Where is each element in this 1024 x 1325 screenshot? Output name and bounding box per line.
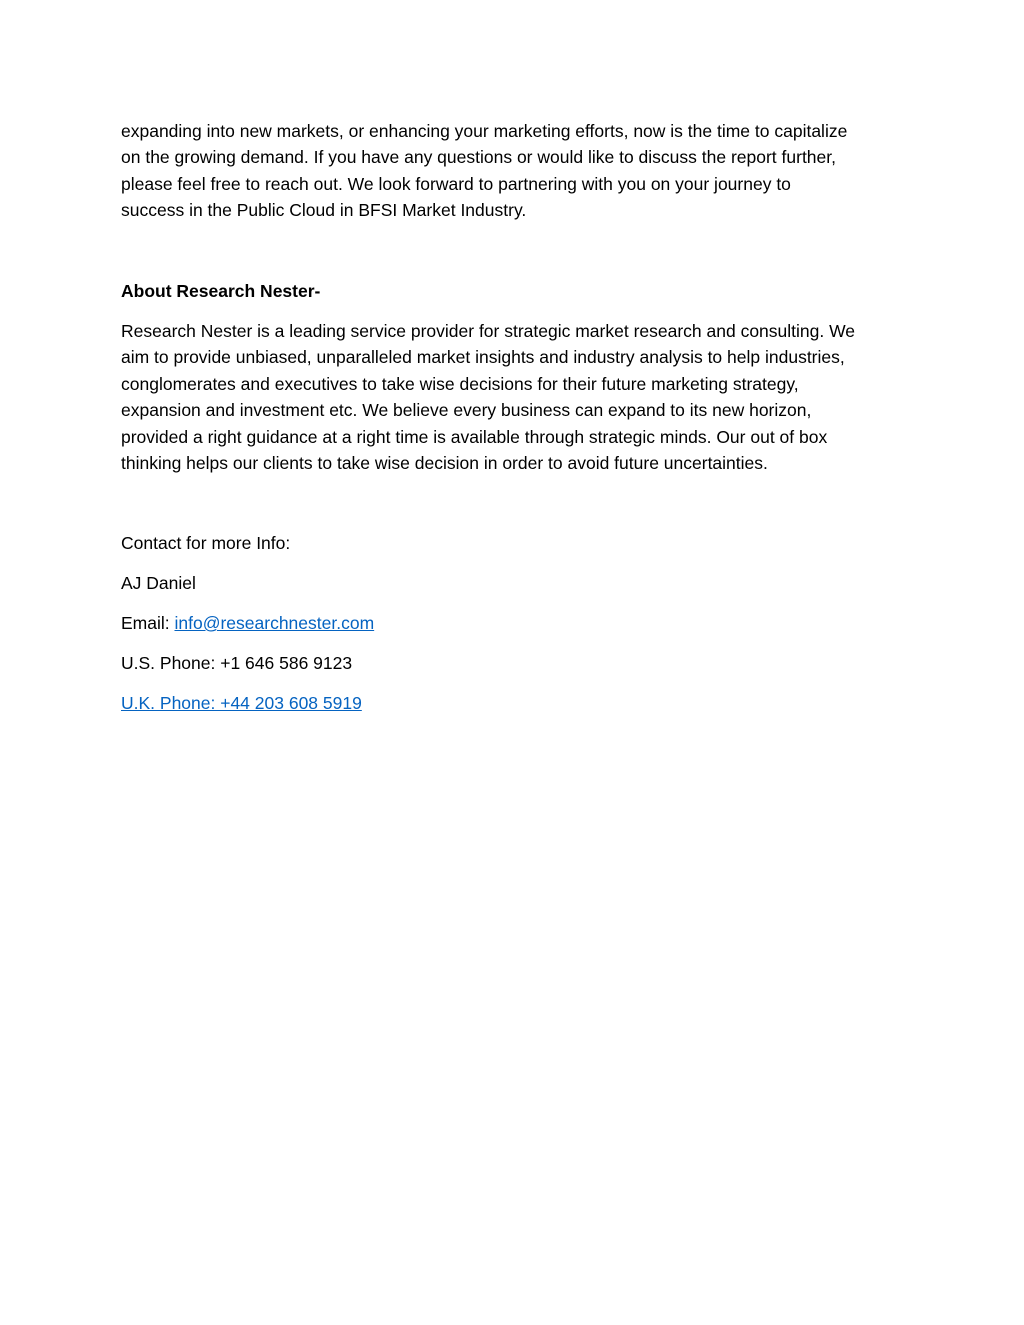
document-page <box>121 118 911 713</box>
about-heading: About Research Nester- <box>121 281 321 301</box>
about-line: provided a right guidance at a right time is available through strategic minds. Our out of box <box>121 426 828 447</box>
about-line: expansion and investment etc. We believe every business can expand to its new horizon, <box>121 400 812 421</box>
about-line: thinking helps our clients to take wise decision in order to avoid future uncertainties. <box>121 453 768 474</box>
about-paragraph <box>121 318 855 476</box>
contact-uk-phone-line <box>121 690 374 716</box>
intro-line: expanding into new markets, or enhancing your marketing efforts, now is the time to capitalize <box>121 121 848 141</box>
email-link[interactable]: info@researchnester.com <box>174 613 375 633</box>
about-line: aim to provide unbiased, unparalleled market insights and industry analysis to help industries, <box>121 347 845 368</box>
uk-phone-link[interactable]: U.K. Phone: +44 203 608 5919 <box>121 693 362 713</box>
intro-line: success in the Public Cloud in BFSI Market Industry. <box>121 200 527 221</box>
intro-line: please feel free to reach out. We look forward to partnering with you on your journey to <box>121 173 791 194</box>
about-line: Research Nester is a leading service provider for strategic market research and consulting. We <box>121 321 856 341</box>
contact-us-phone: U.S. Phone: +1 646 586 9123 <box>121 653 353 673</box>
about-line: conglomerates and executives to take wise decisions for their future marketing strategy, <box>121 373 799 394</box>
intro-line: on the growing demand. If you have any questions or would like to discuss the report further, <box>121 147 836 168</box>
intro-paragraph <box>121 118 911 224</box>
contact-title: Contact for more Info: <box>121 533 291 553</box>
contact-email-line <box>121 610 374 636</box>
email-label: Email: <box>121 613 175 633</box>
contact-name: AJ Daniel <box>121 573 196 593</box>
contact-block <box>121 530 374 730</box>
